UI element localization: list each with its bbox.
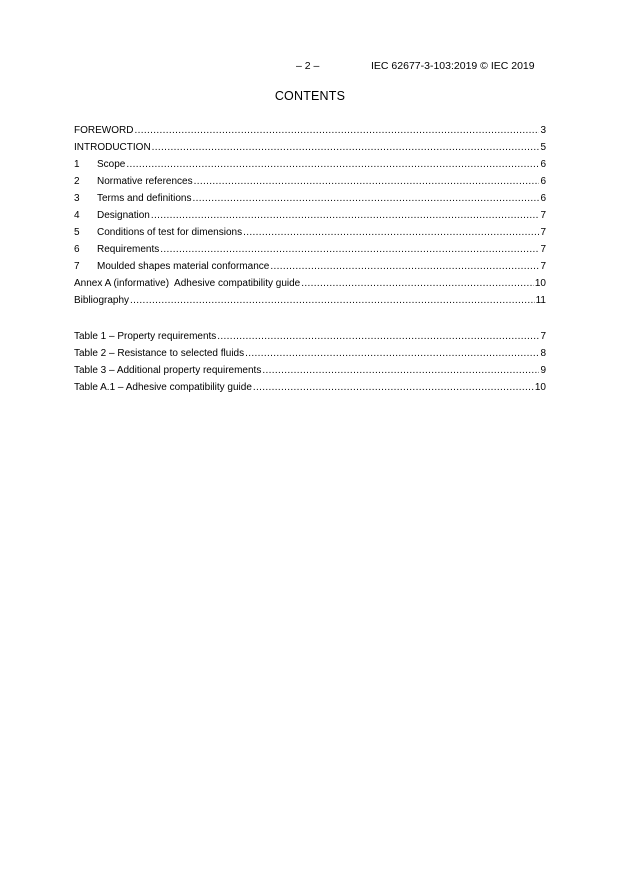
toc-entry-label: Normative references — [97, 176, 193, 187]
toc-entry-page: 11 — [535, 295, 546, 306]
list-of-tables — [74, 328, 546, 396]
toc-entry-normative-references[interactable] — [74, 173, 546, 190]
toc-entry-label: Requirements — [97, 244, 160, 255]
table-entry-2[interactable] — [74, 345, 546, 362]
dot-leader — [193, 190, 540, 207]
toc-entry-designation[interactable] — [74, 207, 546, 224]
dot-leader — [217, 328, 539, 345]
toc-entry-number: 7 — [74, 261, 80, 272]
table-entry-page: 10 — [534, 382, 546, 393]
page-title: CONTENTS — [274, 89, 346, 103]
toc-entry-page: 5 — [540, 142, 546, 153]
toc-entry-page: 10 — [534, 278, 546, 289]
table-entry-label: Table 3 – Additional property requirements — [74, 365, 262, 376]
toc-entry-number: 4 — [74, 210, 80, 221]
toc-entry-scope[interactable] — [74, 156, 546, 173]
table-entry-3[interactable] — [74, 362, 546, 379]
dot-leader — [134, 122, 539, 139]
dot-leader — [243, 224, 539, 241]
toc-entry-introduction[interactable] — [74, 139, 546, 156]
dot-leader — [262, 362, 539, 379]
table-entry-page: 7 — [540, 331, 546, 342]
dot-leader — [245, 345, 539, 362]
toc-entry-annex-a[interactable] — [74, 275, 546, 292]
dot-leader — [301, 275, 534, 292]
toc-entry-number: 3 — [74, 193, 80, 204]
toc-entry-label: Terms and definitions — [97, 193, 192, 204]
dot-leader — [126, 156, 539, 173]
toc-entry-label: Conditions of test for dimensions — [97, 227, 243, 238]
dot-leader — [160, 241, 539, 258]
dot-leader — [152, 139, 540, 156]
toc-entry-label: Scope — [97, 159, 126, 170]
toc-entry-page: 6 — [540, 193, 546, 204]
dot-leader — [253, 379, 534, 396]
toc-entry-number: 2 — [74, 176, 80, 187]
toc-entry-number: 6 — [74, 244, 80, 255]
toc-entry-page: 6 — [540, 176, 546, 187]
page-number: – 2 – — [296, 60, 320, 72]
toc-entry-label: Designation — [97, 210, 150, 221]
toc-entry-label: Annex A (informative) Adhesive compatibility guide — [74, 278, 301, 289]
table-entry-a1[interactable] — [74, 379, 546, 396]
table-entry-label: Table 2 – Resistance to selected fluids — [74, 348, 245, 359]
table-entry-label: Table 1 – Property requirements — [74, 331, 217, 342]
dot-leader — [194, 173, 540, 190]
toc-entry-page: 6 — [540, 159, 546, 170]
toc-entry-page: 7 — [540, 261, 546, 272]
toc-entry-page: 7 — [540, 210, 546, 221]
toc-entry-foreword[interactable] — [74, 122, 546, 139]
table-entry-1[interactable] — [74, 328, 546, 345]
toc-entry-moulded-shapes[interactable] — [74, 258, 546, 275]
table-entry-page: 9 — [540, 365, 546, 376]
toc-entry-number: 1 — [74, 159, 80, 170]
dot-leader — [130, 292, 535, 309]
toc-entry-page: 7 — [540, 227, 546, 238]
dot-leader — [270, 258, 539, 275]
toc-entry-label: Bibliography — [74, 295, 130, 306]
toc-entry-label: INTRODUCTION — [74, 142, 151, 153]
document-reference: IEC 62677-3-103:2019 © IEC 2019 — [371, 60, 535, 72]
toc-entry-bibliography[interactable] — [74, 292, 546, 309]
toc-entry-label: Moulded shapes material conformance — [97, 261, 270, 272]
toc-entry-label: FOREWORD — [74, 125, 134, 136]
toc-entry-page: 7 — [540, 244, 546, 255]
table-of-contents — [74, 122, 546, 309]
toc-entry-terms-and-definitions[interactable] — [74, 190, 546, 207]
table-entry-label: Table A.1 – Adhesive compatibility guide — [74, 382, 252, 393]
toc-entry-requirements[interactable] — [74, 241, 546, 258]
toc-entry-page: 3 — [540, 125, 546, 136]
toc-entry-conditions-of-test[interactable] — [74, 224, 546, 241]
dot-leader — [151, 207, 540, 224]
table-entry-page: 8 — [540, 348, 546, 359]
toc-entry-number: 5 — [74, 227, 80, 238]
